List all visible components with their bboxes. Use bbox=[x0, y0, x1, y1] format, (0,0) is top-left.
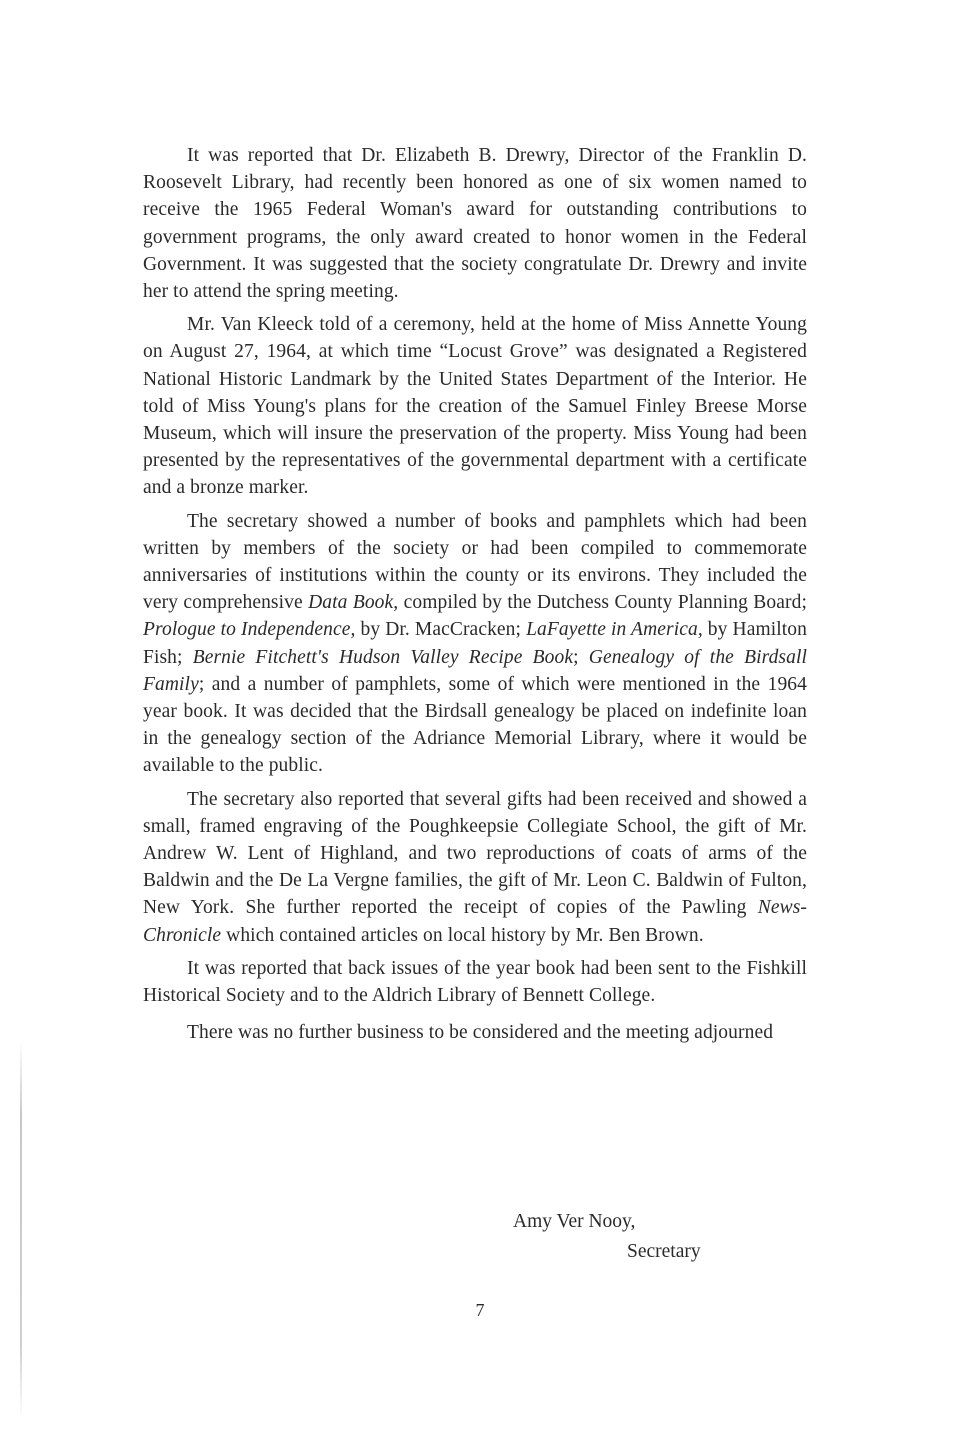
book-title-birdsall: Genealogy of the Birdsall Family bbox=[143, 646, 808, 695]
book-title-data-book: Data Book, bbox=[308, 592, 399, 614]
book-title-recipe-book: Bernie Fitchett's Hudson Valley Recipe Book bbox=[192, 646, 574, 668]
scan-page-edge bbox=[20, 1040, 22, 1420]
text-run: which contained articles on local history by Mr. Ben Brown. bbox=[221, 924, 704, 946]
text-run: The secretary also reported that several gifts had been received and showed a small, framed engraving of the Poughkeepsie Collegiate School, the gift of Mr. Andrew W. Lent of Highland, and two reproductions of coats of arms of the Baldwin and the De La Vergne families, the gift of Mr. Leon C. Baldwin of Fulton, New York. She further reported the receipt of copies of the Pawling bbox=[143, 788, 807, 919]
page-number: 7 bbox=[475, 1300, 485, 1320]
text-run: ; bbox=[573, 646, 589, 668]
book-title-prologue: Prologue to Independence, bbox=[143, 619, 356, 641]
paragraph-gifts bbox=[143, 786, 807, 949]
paragraph-books-pamphlets bbox=[143, 508, 807, 780]
text-run: compiled by the Dutchess County Planning Board; bbox=[398, 592, 807, 614]
book-title-lafayette: LaFayette in America, bbox=[526, 619, 703, 641]
paragraph-drewry-award: It was reported that Dr. Elizabeth B. Drewry, Director of the Franklin D. Roosevelt Library, had recently been honored as one of six women named to receive the 1965 Federal Woman's award for outstanding contributions to government programs, the only award created to honor women in the Federal Government. It was suggested that the society congratulate Dr. Drewry and invite her to attend the spring meeting. bbox=[143, 145, 807, 303]
text-run: ; and a number of pamphlets, some of which were mentioned in the 1964 year book. It was decided that the Birdsall genealogy be placed on indefinite loan in the genealogy section of the Adriance Memorial Library, where it would be available to the public. bbox=[143, 673, 807, 777]
paragraph-adjourned: There was no further business to be considered and the meeting adjourned bbox=[187, 1022, 774, 1044]
signature-name: Amy Ver Nooy, bbox=[513, 1211, 636, 1232]
text-run: The secretary showed a number of books and pamphlets which had been written by members of the society or had been compiled to commemorate anniversaries of institutions within the county or its environs. They included the very comprehensive bbox=[143, 510, 807, 614]
paragraph-locust-grove: Mr. Van Kleeck told of a ceremony, held at the home of Miss Annette Young on August 27, 1964, at which time “Locust Grove” was designated a Registered National Historic Landmark by the United States Department of the Interior. He told of Miss Young's plans for the creation of the Samuel Finley Breese Morse Museum, which will insure the preservation of the property. Miss Young had been presented by the representatives of the governmental department with a certificate and a bronze marker. bbox=[143, 314, 807, 499]
newspaper-title: News-Chronicle bbox=[143, 897, 807, 946]
signature-block bbox=[513, 1208, 701, 1266]
text-run: by Dr. MacCracken; bbox=[355, 619, 527, 641]
signature-role: Secretary bbox=[627, 1241, 701, 1262]
paragraph-back-issues: It was reported that back issues of the year book had been sent to the Fishkill Historical Society and to the Aldrich Library of Bennett College. bbox=[143, 957, 807, 1007]
text-run: by Hamilton Fish; bbox=[143, 619, 807, 668]
document-body bbox=[143, 142, 807, 1053]
